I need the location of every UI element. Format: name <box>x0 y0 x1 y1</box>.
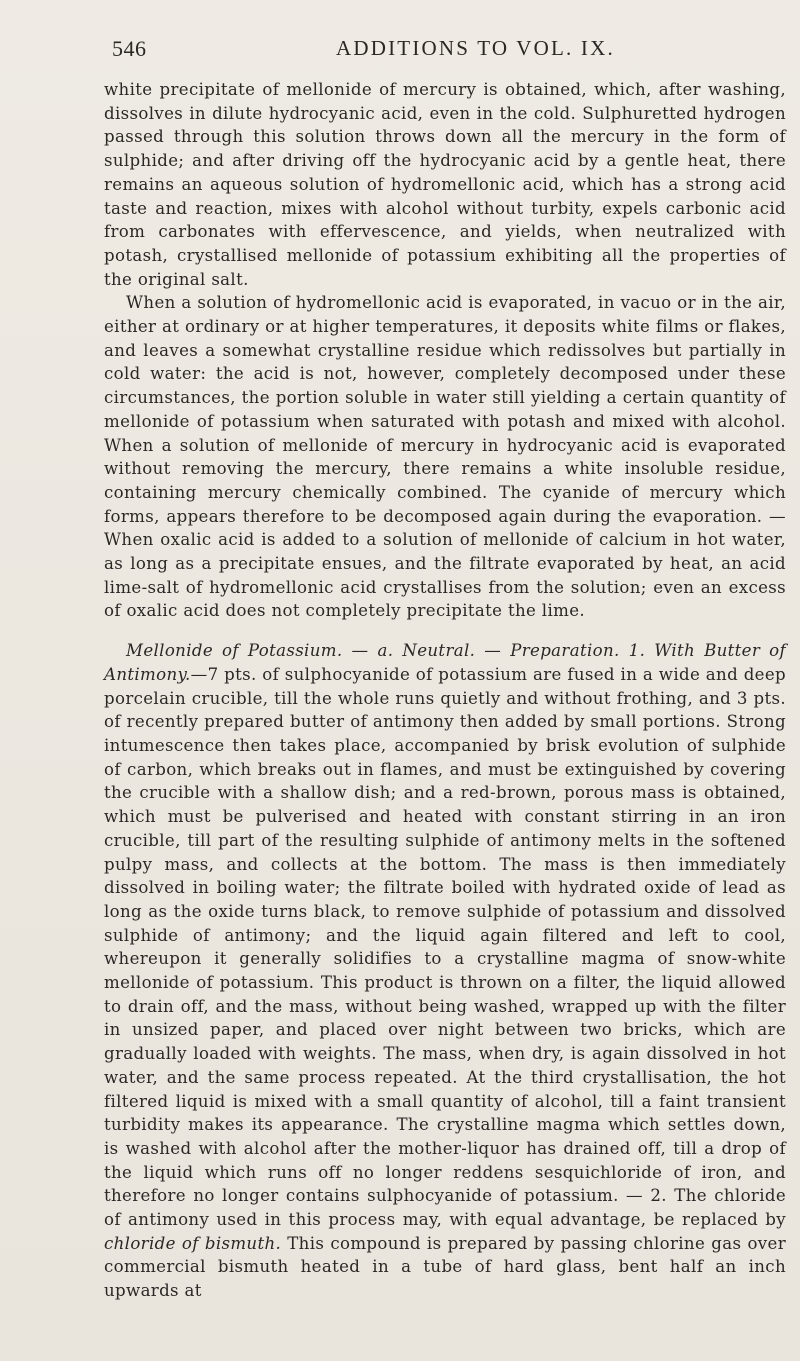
body-text <box>104 78 786 1303</box>
page-number: 546 <box>112 36 147 61</box>
paragraph-1: white precipitate of mellonide of mercury is obtained, which, after washing, dissolves in dilute hydrocyanic acid, even in the cold. Sulphuretted hydrogen passed through this solution throws down all the mercury in the form of sulphide; and after driving off the hydrocyanic acid by a gentle heat, there remains an aqueous solution of hydromellonic acid, which has a strong acid taste and reaction, mixes with alcohol without turbity, expels carbonic acid from carbonates with effervescence, and yields, when neutralized with potash, crystallised mellonide of potassium exhibiting all the properties of the original salt. <box>104 80 786 289</box>
section-heading: Mellonide of Potassium. — a. Neutral. — Preparation. 1. With Butter of Antimony. <box>104 641 786 684</box>
paragraph-3 <box>104 639 786 1303</box>
paragraph-3-tail: This compound is prepared by passing chlorine gas over commercial bismuth heated in a tube of hard glass, bent half an inch upwards at <box>104 1233 786 1301</box>
chloride-of-bismuth-term: chloride of bismuth. <box>104 1233 282 1253</box>
running-head <box>112 36 738 66</box>
paragraph-3-body: —7 pts. of sulphocyanide of potassium are fused in a wide and deep porcelain crucible, till the whole runs quietly and without frothing, and 3 pts. of recently prepared butter of antimony then added by small portions. Strong intumescence then takes place, accompanied by brisk evolution of sulphide of carbon, which breaks out in flames, and must be extinguished by covering the crucible with a shallow dish; and a red-brown, porous mass is obtained, which must be pulverised and heated with constant stirring in an iron crucible, till part of the resulting sulphide of antimony melts in the softened pulpy mass, and collects at the bottom. The mass is then immediately dissolved in boiling water; the filtrate boiled with hydrated oxide of lead as long as the oxide turns black, to remove sulphide of potassium and dissolved sulphide of antimony; and the liquid again filtered and left to cool, whereupon it generally solidifies to a crystalline magma of snow-white mellonide of potassium. This product is thrown on a filter, the liquid allowed to drain off, and the mass, without being washed, wrapped up with the filter in unsized paper, and placed over night between two bricks, which are gradually loaded with weights. The mass, when dry, is again dissolved in hot water, and the same process repeated. At the third crystallisation, the hot filtered liquid is mixed with a small quantity of alcohol, till a faint transient turbidity makes its appearance. The crystalline magma which settles down, is washed with alcohol after the mother-liquor has drained off, till a drop of the liquid which runs off no longer reddens sesquichloride of iron, and therefore no longer contains sulphocyanide of potassium. — 2. The chloride of antimony used in this process may, with equal advantage, be replaced by <box>104 664 786 1230</box>
paragraph-2: When a solution of hydromellonic acid is evaporated, in vacuo or in the air, either at ordinary or at higher temperatures, it deposits white films or flakes, and leaves a somewhat crystalline residue which redissolves but partially in cold water: the acid is not, however, completely decomposed under these circumstances, the portion soluble in water still yielding a certain quantity of mellonide of potassium when saturated with potash and mixed with alcohol. When a solution of mellonide of mercury in hydrocyanic acid is evaporated without removing the mercury, there remains a white insoluble residue, containing mercury chemically combined. The cyanide of mercury which forms, appears therefore to be decomposed again during the evaporation. — When oxalic acid is added to a solution of mellonide of calcium in hot water, as long as a precipitate ensues, and the filtrate evaporated by heat, an acid lime-salt of hydromellonic acid crystallises from the solution; even an excess of oxalic acid does not completely precipitate the lime. <box>104 293 786 621</box>
running-title: ADDITIONS TO VOL. IX. <box>336 36 615 60</box>
